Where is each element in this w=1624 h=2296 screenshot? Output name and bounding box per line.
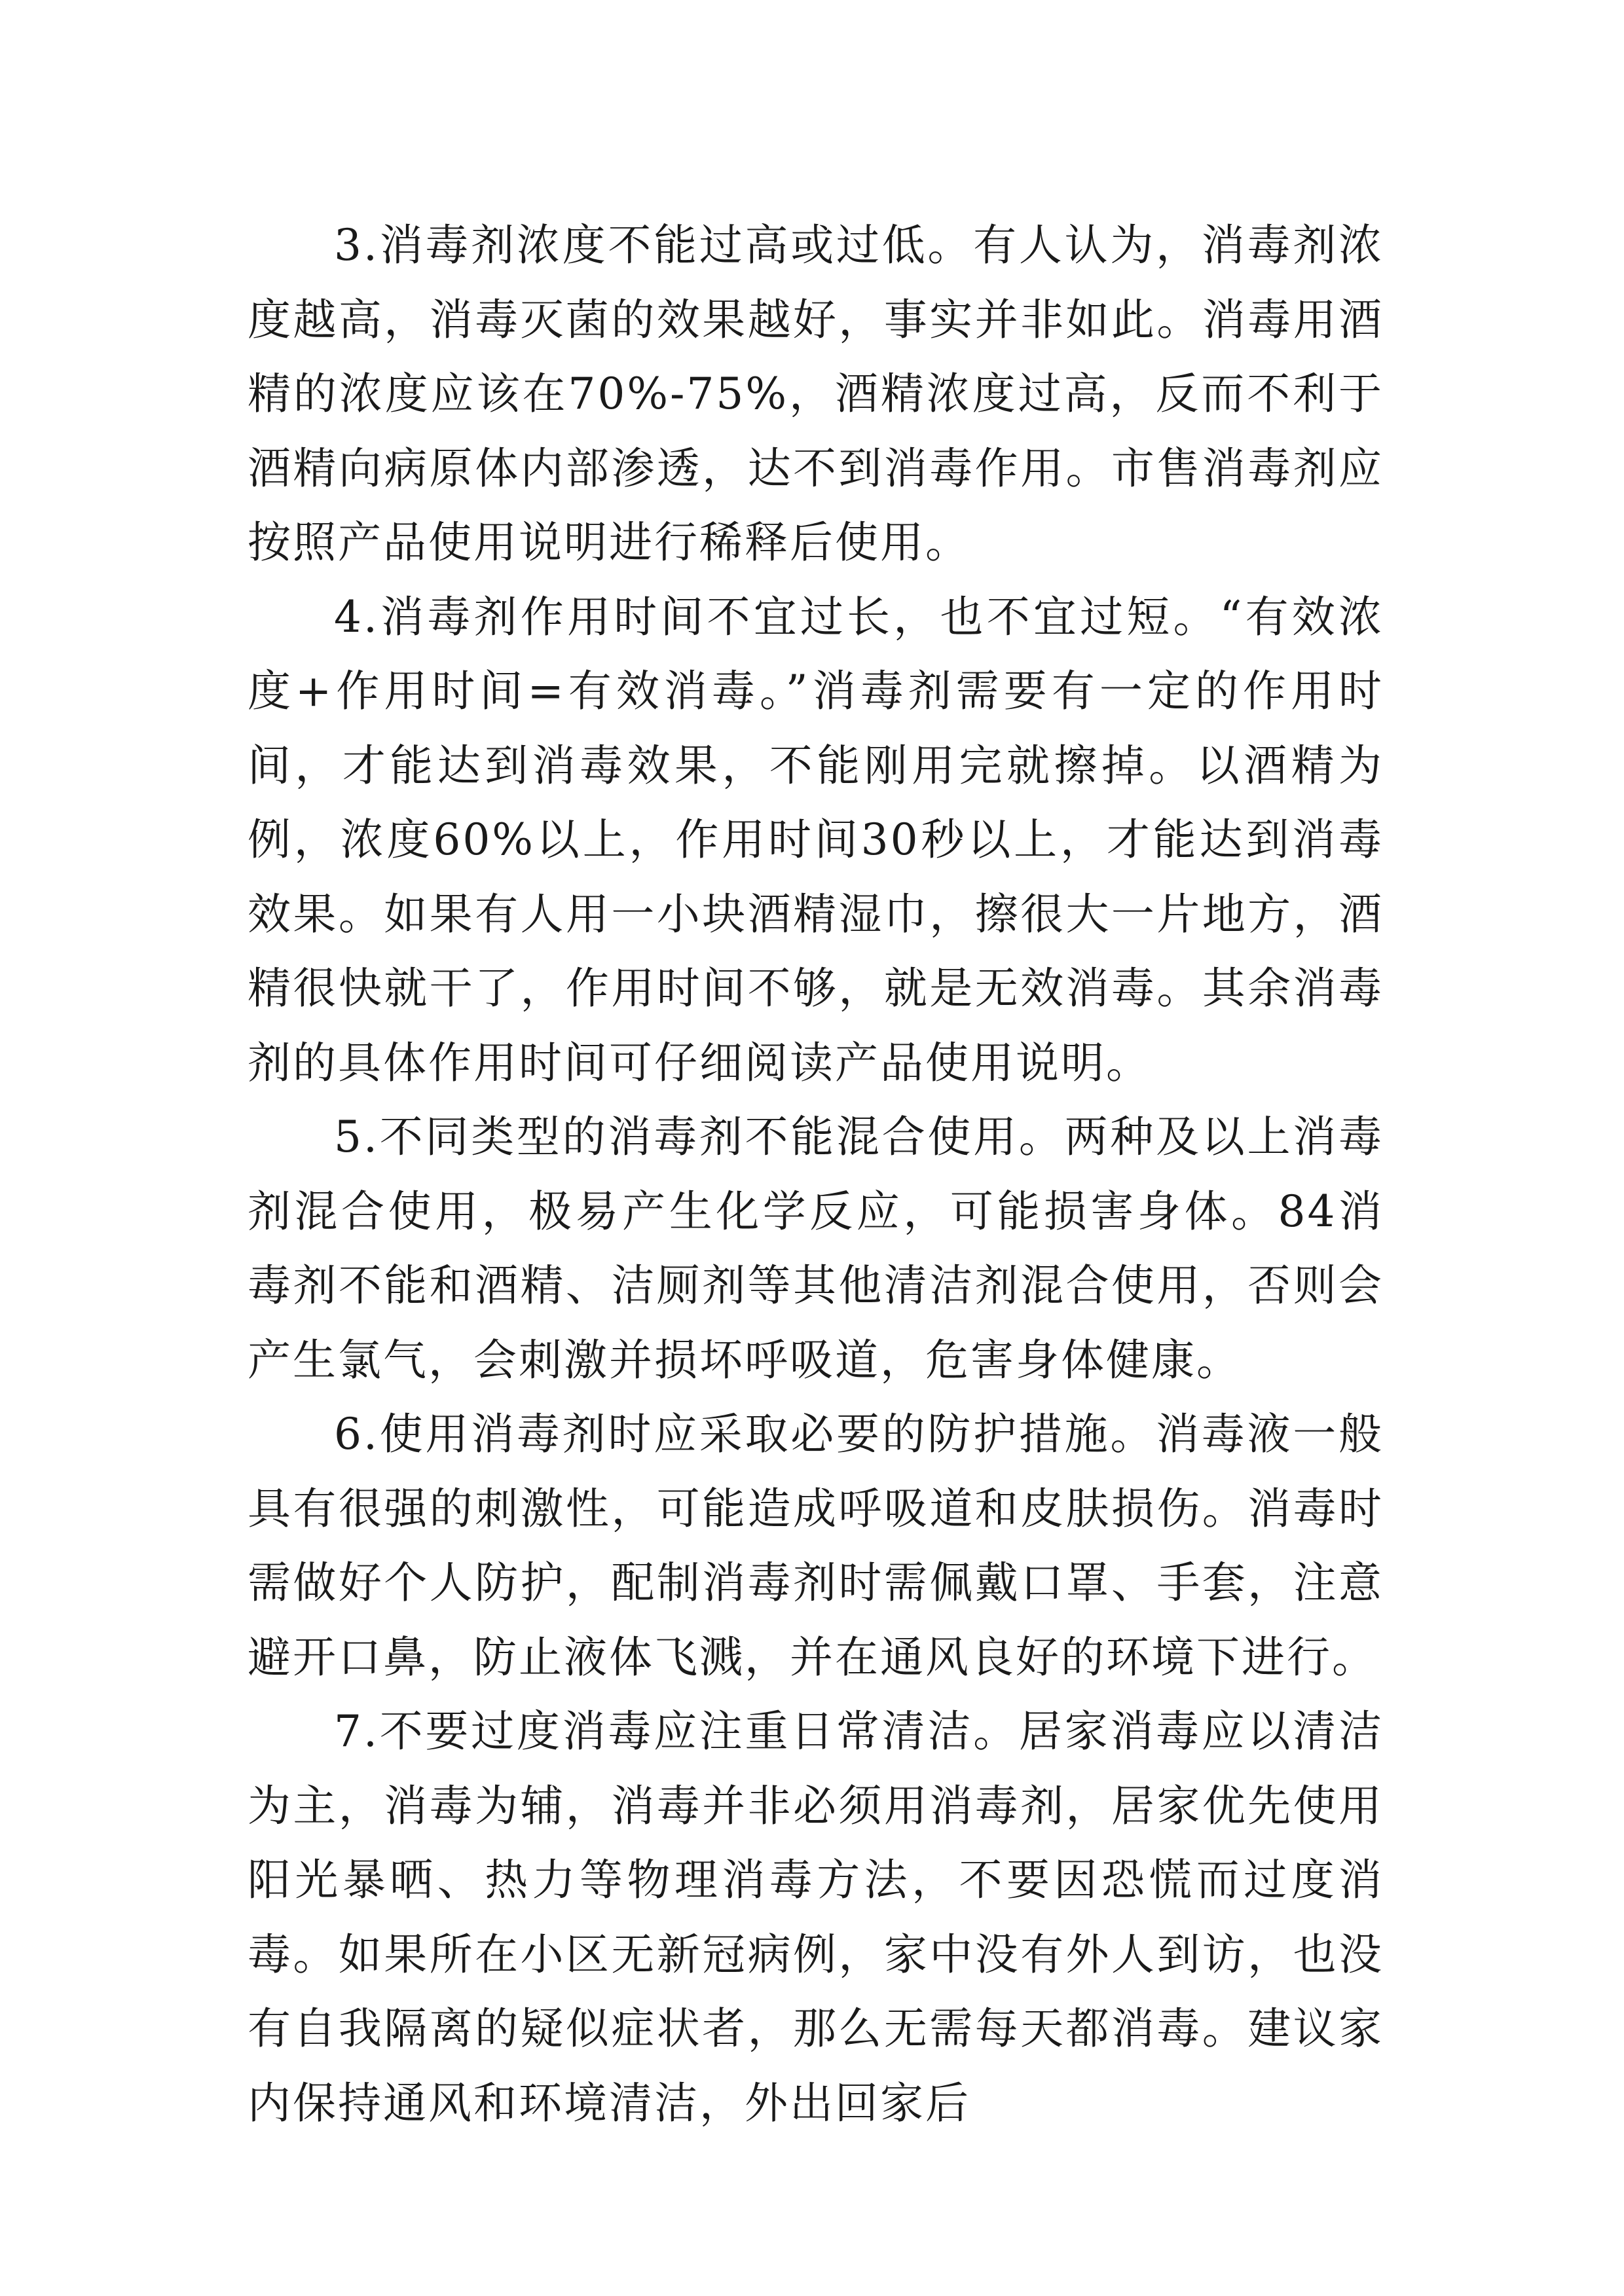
paragraph-item-7: 7.不要过度消毒应注重日常清洁。居家消毒应以清洁为主，消毒为辅，消毒并非必须用消毒剂，居家优先使用阳光暴晒、热力等物理消毒方法，不要因恐慌而过度消毒。如果所在小区无新冠病例，家中没有外人到访，也没有自我隔离的疑似症状者，那么无需每天都消毒。建议家内保持通风和环境清洁，外出回家后 [248, 1706, 1384, 2128]
paragraph-item-5: 5.不同类型的消毒剂不能混合使用。两种及以上消毒剂混合使用，极易产生化学反应，可能损害身体。84消毒剂不能和酒精、洁厕剂等其他清洁剂混合使用，否则会产生氯气，会刺激并损坏呼吸道，危害身体健康。 [248, 1112, 1384, 1385]
paragraph-item-3: 3.消毒剂浓度不能过高或过低。有人认为，消毒剂浓度越高，消毒灭菌的效果越好，事实并非如此。消毒用酒精的浓度应该在70%-75%，酒精浓度过高，反而不利于酒精向病原体内部渗透，达不到消毒作用。市售消毒剂应按照产品使用说明进行稀释后使用。 [248, 220, 1384, 568]
document-body [248, 208, 1384, 2140]
paragraph-item-4: 4.消毒剂作用时间不宜过长，也不宜过短。“有效浓度+作用时间=有效消毒。”消毒剂需要有一定的作用时间，才能达到消毒效果，不能刚用完就擦掉。以酒精为例，浓度60%以上，作用时间30秒以上，才能达到消毒效果。如果有人用一小块酒精湿巾，擦很大一片地方，酒精很快就干了，作用时间不够，就是无效消毒。其余消毒剂的具体作用时间可仔细阅读产品使用说明。 [248, 591, 1384, 1088]
paragraph-item-6: 6.使用消毒剂时应采取必要的防护措施。消毒液一般具有很强的刺激性，可能造成呼吸道和皮肤损伤。消毒时需做好个人防护，配制消毒剂时需佩戴口罩、手套，注意避开口鼻，防止液体飞溅，并在通风良好的环境下进行。 [248, 1409, 1384, 1683]
